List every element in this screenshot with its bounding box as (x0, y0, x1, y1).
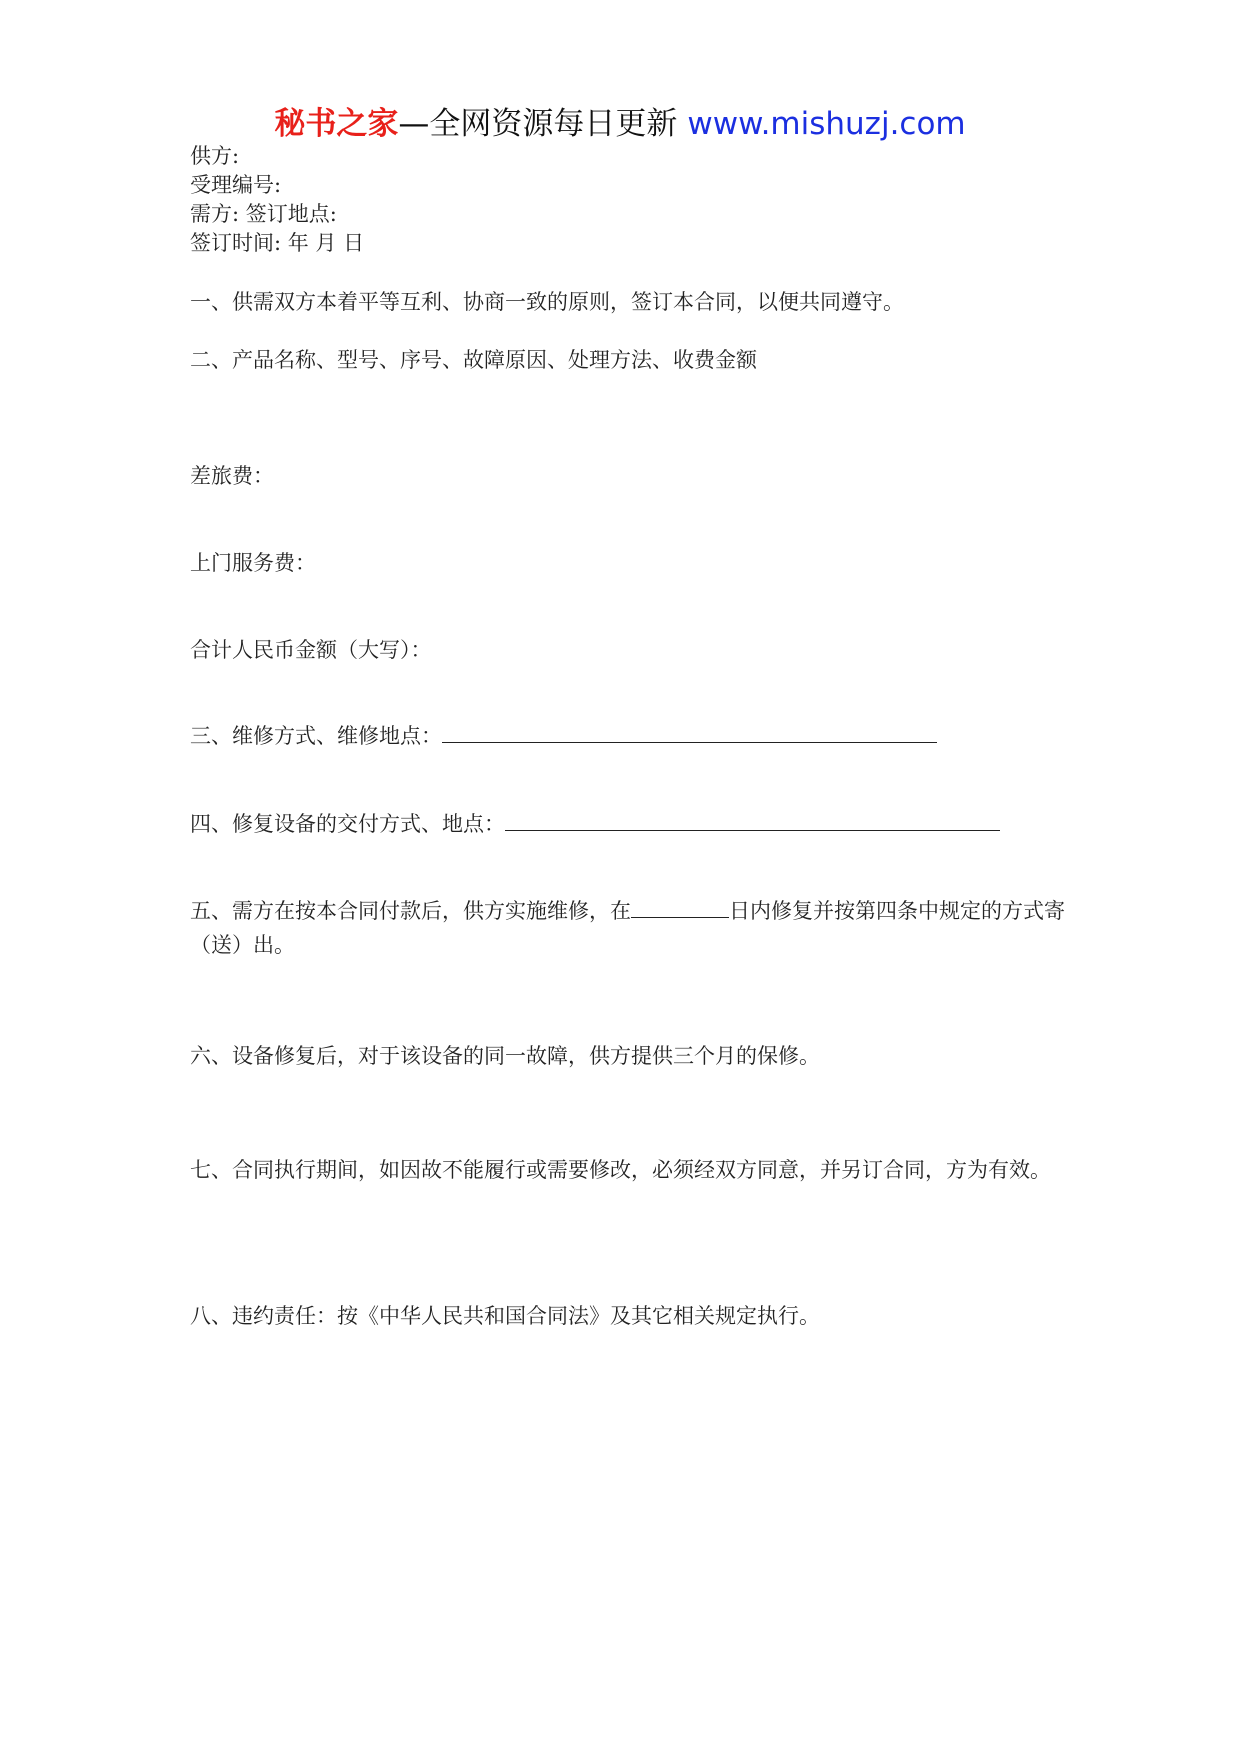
clause-2: 二、产品名称、型号、序号、故障原因、处理方法、收费金额 (190, 348, 757, 372)
delivery-method-blank (505, 808, 1000, 831)
clause-5 (190, 894, 1070, 962)
repair-days-blank (631, 895, 729, 918)
banner-tagline: —全网资源每日更新 (398, 106, 678, 142)
clause-1: 一、供需双方本着平等互利、协商一致的原则，签订本合同，以便共同遵守。 (190, 290, 904, 314)
clause-8: 八、违约责任：按《中华人民共和国合同法》及其它相关规定执行。 (190, 1304, 820, 1328)
banner-url: www.mishuzj.com (687, 106, 966, 142)
repair-location-blank (442, 720, 937, 743)
acceptance-number-line: 受理编号: (190, 173, 282, 197)
clause-7: 七、合同执行期间，如因故不能履行或需要修改，必须经双方同意，并另订合同，方为有效。 (190, 1158, 1051, 1182)
service-fee-line: 上门服务费： (190, 551, 316, 575)
banner-brand: 秘书之家 (274, 106, 399, 142)
total-amount-line: 合计人民币金额（大写）： (190, 638, 432, 662)
clause-5-text-a: 五、需方在按本合同付款后，供方实施维修，在 (190, 899, 631, 923)
sign-time-line: 签订时间: 年 月 日 (190, 231, 365, 255)
travel-fee-line: 差旅费： (190, 464, 274, 488)
buyer-place-line: 需方: 签订地点: (190, 202, 337, 226)
supplier-line: 供方: (190, 144, 240, 168)
clause-6: 六、设备修复后，对于该设备的同一故障，供方提供三个月的保修。 (190, 1044, 820, 1068)
clause-5-text-b: 日内修复并按第四条中规定的方式寄（送）出。 (190, 899, 1065, 957)
clause-4-text: 四、修复设备的交付方式、地点： (190, 812, 505, 836)
clause-3-text: 三、维修方式、维修地点： (190, 724, 442, 748)
clause-3 (190, 720, 1070, 752)
clause-4 (190, 808, 1070, 840)
